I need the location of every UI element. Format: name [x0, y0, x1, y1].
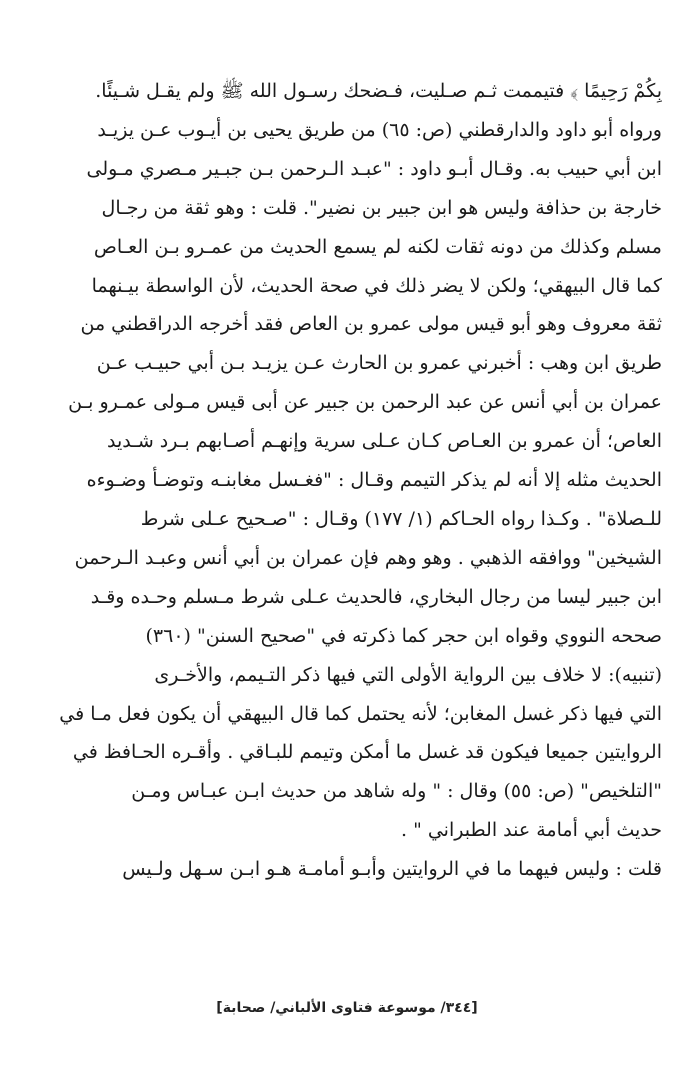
text-line: بِكُمْ رَحِيمًا ﴾ فتيممت ثـم صـليت، فـضحك رسـول الله ﷺ ولم يقـل شـيئًا. [95, 80, 662, 102]
text-line: صححه النووي وقواه ابن حجر كما ذكرته في "صحيح السنن" (٣٦٠) [145, 624, 662, 647]
text-line: العاص؛ أن عمرو بن العـاص كـان عـلى سرية وإنهـم أصـابهم بـرد شـديد [107, 430, 662, 453]
text-line: الحديث مثله إلا أنه لم يذكر التيمم وقـال : "فغـسل مغابنـه وتوضـأ وضـوءه [86, 469, 662, 492]
text-line: عمران بن أبي أنس عن عبد الرحمن بن جبير عن أبى قيس مـولى عمـرو بـن [68, 391, 662, 414]
text-line: كما قال البيهقي؛ ولكن لا يضر ذلك في صحة الحديث، لأن الواسطة بيـنهما [91, 274, 662, 297]
text-line: ورواه أبو داود والدارقطني (ص: ٦٥) من طريق يحيى بن أيـوب عـن يزيـد [97, 118, 662, 141]
text-line: خارجة بن حذافة وليس هو ابن جبير بن نضير". قلت : وهو ثقة من رجـال [101, 196, 662, 219]
paragraph-note [34, 656, 662, 851]
text-line: الروايتين جميعا فيكون قد غسل ما أمكن وتيمم للبـاقي . وأقـره الحـافظ في [72, 741, 662, 764]
text-line: ثقة معروف وهو أبو قيس مولى عمرو بن العاص فقد أخرجه الدراقطني من [80, 313, 662, 336]
body-text [34, 72, 662, 889]
page-footer: [٣٤٤/ موسوعة فتاوى الألباني/ صحابة] [216, 1000, 478, 1016]
text-line: طريق ابن وهب : أخبرني عمرو بن الحارث عـن يزيـد بـن أبي حبيـب عـن [96, 352, 662, 375]
paragraph-main [34, 72, 662, 656]
text-line: قلت : وليس فيهما ما في الروايتين وأبـو أمامـة هـو ابـن سـهل ولـيس [122, 858, 662, 881]
text-line: "التلخيص" (ص: ٥٥) وقال : " وله شاهد من حديث ابـن عبـاس ومـن [131, 780, 662, 803]
text-line: الشيخين" ووافقه الذهبي . وهو وهم فإن عمران بن أبي أنس وعبـد الـرحمن [74, 546, 662, 569]
text-line: ابن جبير ليسا من رجال البخاري، فالحديث عـلى شرط مـسلم وحـده وقـد [90, 585, 662, 608]
paragraph-comment [34, 850, 662, 889]
text-line: مسلم وكذلك من دونه ثقات لكنه لم يسمع الحديث من عمـرو بـن العـاص [93, 235, 662, 258]
text-line: (تنبيه): لا خلاف بين الرواية الأولى التي فيها ذكر التـيمم، والأخـرى [154, 663, 662, 686]
text-line: ابن أبي حبيب به. وقـال أبـو داود : "عبـد الـرحمن بـن جبـير مـصري مـولى [86, 157, 662, 180]
text-line: حديث أبي أمامة عند الطبراني " . [400, 819, 662, 842]
text-line: التي فيها ذكر غسل المغابن؛ لأنه يحتمل كما قال البيهقي أن يكون فعل مـا في [59, 702, 662, 725]
text-line: للـصلاة" . وكـذا رواه الحـاكم (١/ ١٧٧) وقـال : "صـحيح عـلى شرط [140, 507, 662, 530]
